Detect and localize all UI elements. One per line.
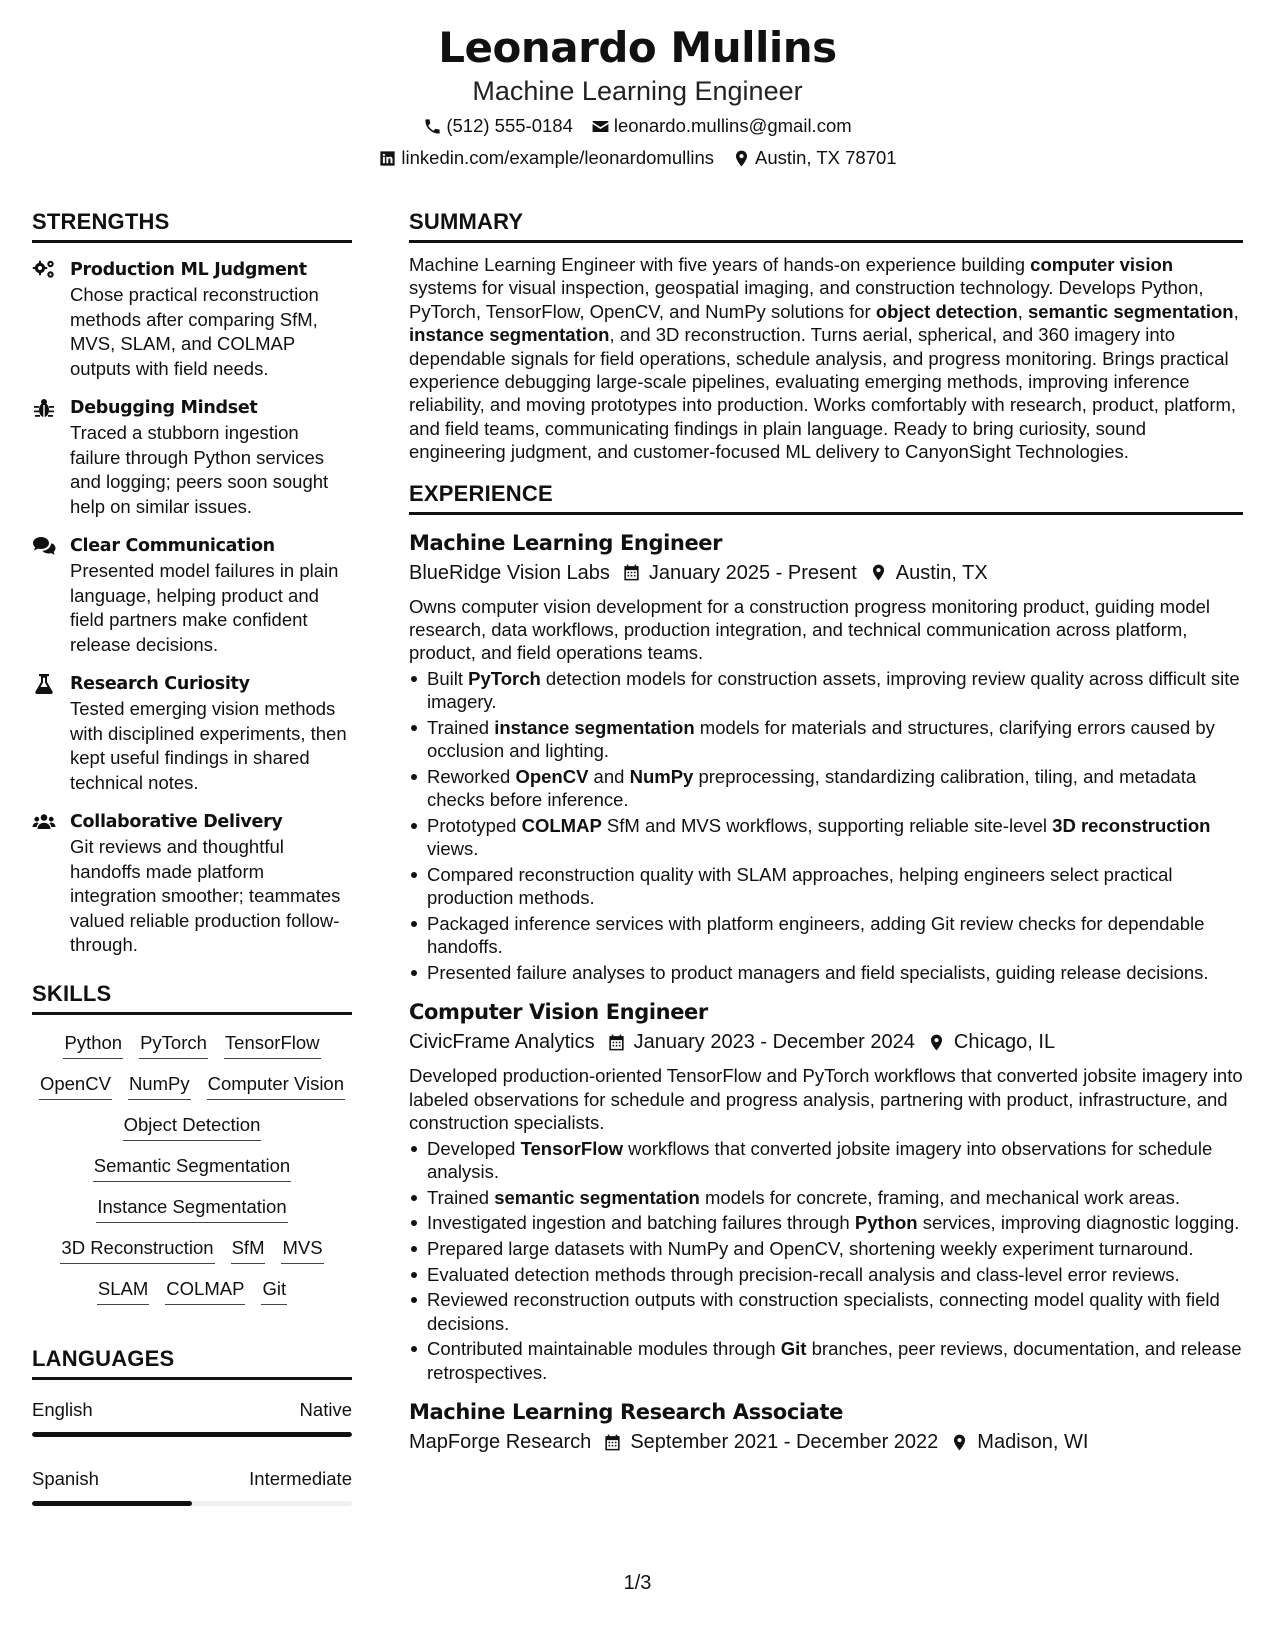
strength-item xyxy=(32,395,352,519)
linkedin-contact[interactable] xyxy=(378,146,714,170)
strength-desc: Presented model failures in plain language, helping product and field partners make confident release decisions. xyxy=(70,560,339,655)
skill-tag: SfM xyxy=(231,1236,266,1264)
strength-desc: Traced a stubborn ingestion failure through Python services and logging; peers soon sought help on similar issues. xyxy=(70,422,329,517)
strength-item xyxy=(32,671,352,795)
gears-icon xyxy=(32,259,56,281)
job-company: CivicFrame Analytics xyxy=(409,1031,595,1054)
skill-tag: SLAM xyxy=(97,1277,149,1305)
strength-title: Research Curiosity xyxy=(70,674,250,694)
email-contact[interactable] xyxy=(591,114,852,138)
job-dates: January 2023 - December 2024 xyxy=(633,1031,915,1054)
job-bullet: Packaged inference services with platform engineers, adding Git review checks for dependable handoffs. xyxy=(409,912,1243,959)
summary-heading: SUMMARY xyxy=(409,208,1243,243)
language-level: Intermediate xyxy=(249,1467,352,1489)
strength-title: Debugging Mindset xyxy=(70,398,258,418)
skill-tag: TensorFlow xyxy=(224,1031,321,1059)
skill-tag: Git xyxy=(261,1277,287,1305)
job-bullet: Trained instance segmentation models for materials and structures, clarifying errors caused by occlusion and lighting. xyxy=(409,716,1243,763)
job-title: Machine Learning Engineer xyxy=(409,530,723,555)
job-location: Chicago, IL xyxy=(953,1031,1056,1054)
job-bullet: Compared reconstruction quality with SLAM approaches, helping engineers select practical production methods. xyxy=(409,863,1243,910)
language-level-bar xyxy=(32,1501,352,1506)
phone-contact xyxy=(423,114,573,138)
location-contact xyxy=(732,146,897,170)
page-number: 1/3 xyxy=(623,1572,652,1594)
job-meta xyxy=(409,1028,1243,1056)
comments-icon xyxy=(32,535,56,557)
candidate-name: Leonardo Mullins xyxy=(438,23,837,72)
skill-tag: OpenCV xyxy=(39,1072,112,1100)
strength-desc: Chose practical reconstruction methods after comparing SfM, MVS, SLAM, and COLMAP outputs with field needs. xyxy=(70,284,319,379)
right-column xyxy=(409,208,1243,1456)
job-company: BlueRidge Vision Labs xyxy=(409,561,610,584)
skill-tag: Object Detection xyxy=(123,1113,262,1141)
experience-heading: EXPERIENCE xyxy=(409,480,1243,515)
calendar-icon xyxy=(622,563,641,582)
contact-row-2 xyxy=(0,146,1275,170)
calendar-icon xyxy=(607,1033,626,1052)
candidate-role: Machine Learning Engineer xyxy=(472,76,803,106)
strengths-heading: STRENGTHS xyxy=(32,208,352,243)
job-bullet: Reworked OpenCV and NumPy preprocessing, standardizing calibration, tiling, and metadata checks before inference. xyxy=(409,765,1243,812)
job-description: Developed production-oriented TensorFlow and PyTorch workflows that converted jobsite imagery into labeled observations for schedule and progress analysis, partnering with product, infrastructure, and construction specialists. xyxy=(409,1065,1243,1134)
left-column xyxy=(32,208,352,1506)
calendar-icon xyxy=(603,1433,622,1452)
job-bullets xyxy=(409,667,1243,984)
strength-item xyxy=(32,809,352,958)
job-title: Machine Learning Research Associate xyxy=(409,1400,843,1425)
skill-tag: NumPy xyxy=(128,1072,191,1100)
job-bullet: Developed TensorFlow workflows that converted jobsite imagery into observations for schedule analysis. xyxy=(409,1137,1243,1184)
job-meta xyxy=(409,559,1243,587)
job-entry xyxy=(409,529,1243,985)
job-bullets xyxy=(409,1137,1243,1384)
strength-title: Collaborative Delivery xyxy=(70,812,283,832)
contact-row-1 xyxy=(0,114,1275,138)
job-bullet: Evaluated detection methods through precision-recall analysis and class-level error reviews. xyxy=(409,1263,1243,1286)
job-bullet: Contributed maintainable modules through Git branches, peer reviews, documentation, and release retrospectives. xyxy=(409,1337,1243,1384)
job-dates: September 2021 - December 2022 xyxy=(630,1431,939,1454)
job-bullet: Presented failure analyses to product managers and field specialists, guiding release decisions. xyxy=(409,961,1243,984)
skill-tag: Computer Vision xyxy=(207,1072,345,1100)
resume-header xyxy=(0,22,1275,170)
skill-tag: 3D Reconstruction xyxy=(60,1236,214,1264)
linkedin-icon xyxy=(378,149,397,168)
language-name: Spanish xyxy=(32,1467,99,1489)
skill-tag: Python xyxy=(63,1031,123,1059)
skill-tag: MVS xyxy=(281,1236,323,1264)
skills-list xyxy=(32,1031,352,1305)
job-meta xyxy=(409,1428,1243,1456)
skills-heading: SKILLS xyxy=(32,980,352,1015)
strength-desc: Tested emerging vision methods with disciplined experiments, then kept useful findings in shared technical notes. xyxy=(70,698,347,793)
strength-item xyxy=(32,533,352,657)
language-level-fill xyxy=(32,1501,192,1506)
languages-heading: LANGUAGES xyxy=(32,1345,352,1380)
strength-desc: Git reviews and thoughtful handoffs made platform integration smoother; teammates valued reliable production follow-through. xyxy=(70,836,341,955)
job-bullet: Prepared large datasets with NumPy and OpenCV, shortening weekly experiment turnaround. xyxy=(409,1237,1243,1260)
language-item xyxy=(32,1398,352,1437)
phone-text: (512) 555-0184 xyxy=(446,115,573,136)
strength-item xyxy=(32,257,352,381)
flask-icon xyxy=(32,673,56,695)
users-icon xyxy=(32,811,56,833)
jobs-list xyxy=(409,529,1243,1456)
map-pin-icon xyxy=(732,149,751,168)
strength-title: Production ML Judgment xyxy=(70,260,307,280)
job-dates: January 2025 - Present xyxy=(648,561,857,584)
job-bullet: Investigated ingestion and batching failures through Python services, improving diagnostic logging. xyxy=(409,1211,1243,1234)
bug-icon xyxy=(32,397,56,419)
language-level-fill xyxy=(32,1432,352,1437)
job-bullet: Reviewed reconstruction outputs with construction specialists, connecting model quality with field decisions. xyxy=(409,1288,1243,1335)
envelope-icon xyxy=(591,117,610,136)
location-text: Austin, TX 78701 xyxy=(755,147,897,168)
job-description: Owns computer vision development for a construction progress monitoring product, guiding model research, data workflows, production integration, and technical communication across platform, product, and field operations teams. xyxy=(409,595,1211,664)
language-level: Native xyxy=(299,1398,352,1420)
map-pin-icon xyxy=(869,563,888,582)
skill-tag: Semantic Segmentation xyxy=(93,1154,291,1182)
email-text[interactable]: leonardo.mullins@gmail.com xyxy=(613,115,852,136)
job-location: Madison, WI xyxy=(977,1431,1089,1454)
map-pin-icon xyxy=(950,1433,969,1452)
phone-icon xyxy=(423,117,442,136)
job-bullet: Prototyped COLMAP SfM and MVS workflows, supporting reliable site-level 3D reconstruction views. xyxy=(409,814,1243,861)
strength-title: Clear Communication xyxy=(70,536,275,556)
language-name: English xyxy=(32,1398,93,1420)
summary-text: Machine Learning Engineer with five years of hands-on experience building computer vision systems for visual inspection, geospatial imaging, and construction technology. Develops Python, PyTorch, TensorFlow, OpenCV, and NumPy solutions for object detection, semantic segmentation, instance segmentation, and 3D reconstruction. Turns aerial, spherical, and 360 imagery into dependable signals for field operations, schedule analysis, and progress monitoring. Brings practical experience debugging large-scale pipelines, evaluating emerging methods, improving inference reliability, and moving prototypes into production. Works comfortably with research, product, platform, and field teams, communicating findings in plain language. Ready to bring curiosity, sound engineering judgment, and customer-focused ML delivery to CanyonSight Technologies. xyxy=(409,254,1239,463)
language-level-bar xyxy=(32,1432,352,1437)
job-entry xyxy=(409,1398,1243,1456)
skill-tag: Instance Segmentation xyxy=(96,1195,287,1223)
job-bullet: Built PyTorch detection models for construction assets, improving review quality across difficult site imagery. xyxy=(409,667,1243,714)
language-item xyxy=(32,1467,352,1506)
skill-tag: PyTorch xyxy=(139,1031,208,1059)
job-bullet: Trained semantic segmentation models for concrete, framing, and mechanical work areas. xyxy=(409,1186,1243,1209)
skill-tag: COLMAP xyxy=(165,1277,245,1305)
map-pin-icon xyxy=(927,1033,946,1052)
job-location: Austin, TX xyxy=(895,561,988,584)
linkedin-text[interactable]: linkedin.com/example/leonardomullins xyxy=(401,147,714,168)
job-title: Computer Vision Engineer xyxy=(409,1000,708,1025)
job-entry xyxy=(409,998,1243,1384)
job-company: MapForge Research xyxy=(409,1431,592,1454)
